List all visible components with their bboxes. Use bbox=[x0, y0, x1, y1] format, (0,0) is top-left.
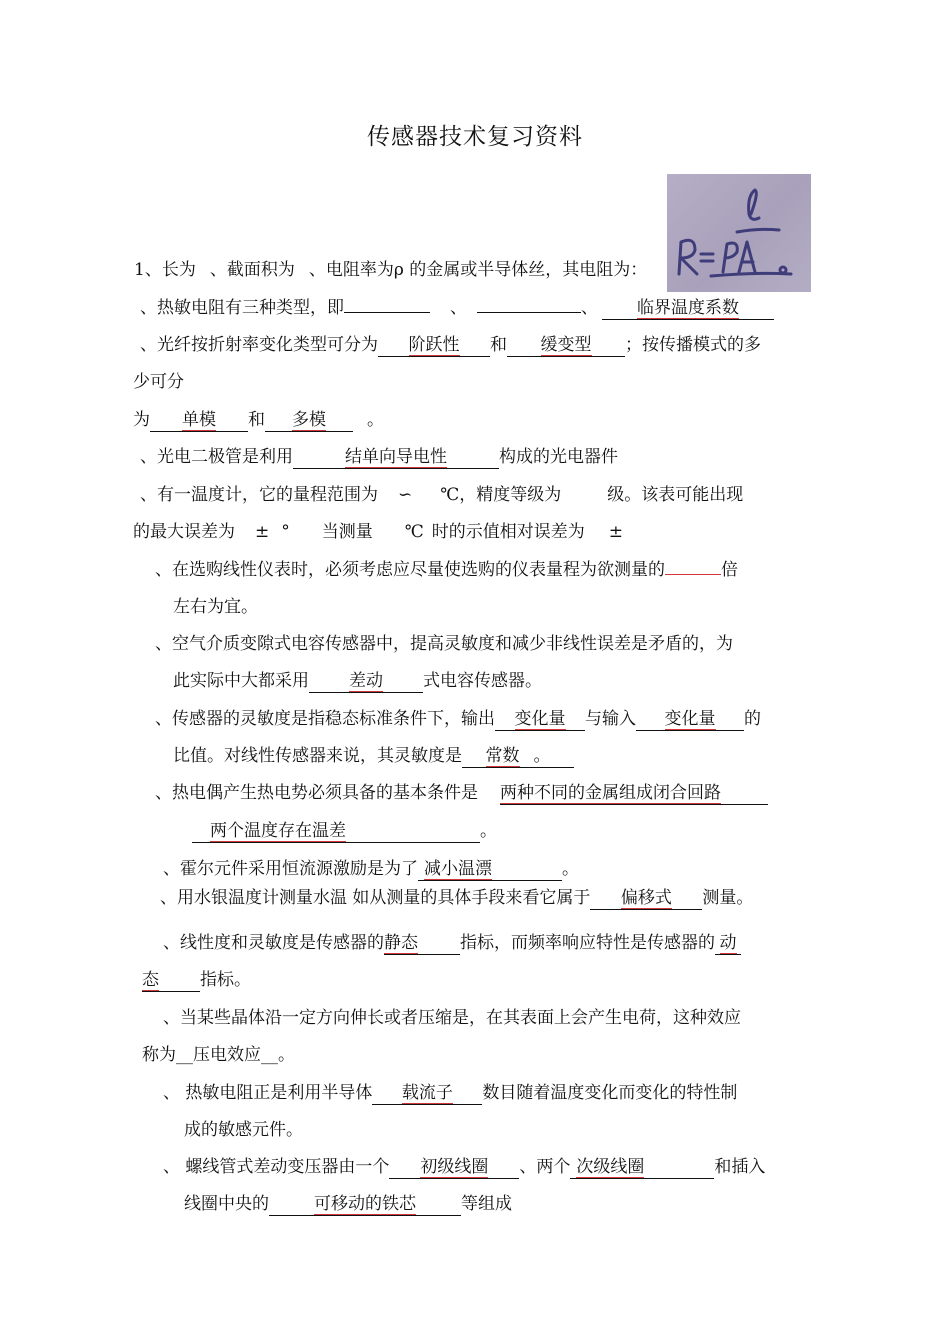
answer-blank[interactable]: 单模 bbox=[150, 409, 248, 432]
question-14-line-2: 成的敏感元件。 bbox=[184, 1120, 303, 1140]
question-12-line-2: 态 指标。 bbox=[142, 970, 251, 990]
question-5: 、有一温度计，它的量程范围为 ∽ ℃，精度等级为 级。该表可能出现 bbox=[140, 485, 744, 505]
answer-blank[interactable]: 临界温度系数 bbox=[602, 297, 774, 320]
question-4: 、光电二极管是利用 结单向导电性 构成的光电器件 bbox=[140, 447, 618, 467]
answer-blank[interactable]: 静态 bbox=[384, 932, 460, 955]
question-9-line-2: 两个温度存在温差 。 bbox=[192, 819, 497, 843]
answer-blank[interactable]: 两个温度存在温差 bbox=[192, 820, 480, 843]
question-15: 、 螺线管式差动变压器由一个 初级线圈 、两个 次级线圈 和插入 bbox=[163, 1157, 766, 1177]
answer-blank[interactable]: 阶跃性 bbox=[378, 334, 490, 357]
answer-blank[interactable] bbox=[665, 574, 721, 575]
answer-blank[interactable]: 两种不同的金属组成闭合回路 bbox=[500, 782, 768, 805]
question-11: 、用水银温度计测量水温 如从测量的具体手段来看它属于 偏移式 测量。 bbox=[160, 888, 754, 908]
question-12: 、线性度和灵敏度是传感器的静态 指标，而频率响应特性是传感器的 动 bbox=[163, 931, 741, 955]
question-3-line-2: 少可分 bbox=[133, 372, 184, 392]
answer-blank[interactable]: 结单向导电性 bbox=[293, 446, 499, 469]
answer-blank[interactable] bbox=[477, 312, 581, 313]
answer-blank[interactable]: 多模 bbox=[265, 409, 353, 432]
question-3-line-3: 为 单模 和 多模 。 bbox=[133, 410, 384, 430]
question-13: 、当某些晶体沿一定方向伸长或者压缩是，在其表面上会产生电荷，这种效应 bbox=[163, 1008, 741, 1028]
answer-blank[interactable]: 减小温漂 bbox=[418, 858, 562, 881]
question-15-line-2: 线圈中央的 可移动的铁芯 等组成 bbox=[184, 1194, 512, 1214]
question-9: 、热电偶产生热电势必须具备的基本条件是 两种不同的金属组成闭合回路 bbox=[155, 781, 768, 805]
question-10: 、霍尔元件采用恒流源激励是为了 减小温漂 。 bbox=[163, 859, 579, 879]
answer-blank[interactable]: 可移动的铁芯 bbox=[269, 1193, 461, 1216]
answer-blank[interactable]: 差动 bbox=[309, 670, 423, 693]
question-2: 、热敏电阻有三种类型，即 、 、 临界温度系数 bbox=[140, 296, 774, 320]
answer-blank[interactable]: 缓变型 bbox=[507, 334, 625, 357]
question-8-line-2: 比值。对线性传感器来说，其灵敏度是 常数 。 bbox=[173, 744, 574, 768]
question-5-line-2: 的最大误差为 ± ° 当测量 ℃ 时的示值相对误差为 ± bbox=[133, 522, 624, 542]
question-3: 、光纤按折射率变化类型可分为 阶跃性 和 缓变型 ；按传播模式的多 bbox=[140, 335, 761, 355]
question-6: 、在选购线性仪表时，必须考虑应尽量使选购的仪表量程为欲测量的 倍 bbox=[155, 560, 738, 580]
answer-blank[interactable]: 变化量 bbox=[636, 708, 744, 731]
question-8: 、传感器的灵敏度是指稳态标准条件下，输出 变化量 与输入 变化量 的 bbox=[155, 709, 761, 729]
page-title: 传感器技术复习资料 bbox=[367, 124, 583, 150]
answer-blank[interactable] bbox=[344, 312, 430, 313]
question-1: 1、长为 、截面积为 、电阻率为ρ 的金属或半导体丝，其电阻为： bbox=[134, 260, 648, 280]
question-14: 、 热敏电阻正是利用半导体 载流子 数目随着温度变化而变化的特性制 bbox=[163, 1083, 738, 1103]
question-7-line-2: 此实际中大都采用 差动 式电容传感器。 bbox=[173, 671, 542, 691]
question-7: 、空气介质变隙式电容传感器中，提高灵敏度和减少非线性误差是矛盾的，为 bbox=[155, 634, 733, 654]
resistance-formula-image bbox=[667, 174, 811, 292]
answer-blank[interactable]: 变化量 bbox=[495, 708, 585, 731]
answer-blank[interactable]: 载流子 bbox=[372, 1082, 482, 1105]
answer-blank[interactable]: 态 bbox=[142, 969, 200, 992]
answer-blank[interactable]: 次级线圈 bbox=[570, 1156, 714, 1179]
answer-blank[interactable]: 偏移式 bbox=[590, 887, 702, 910]
answer-blank[interactable]: 初级线圈 bbox=[389, 1156, 519, 1179]
question-13-line-2: 称为__压电效应__。 bbox=[142, 1045, 295, 1065]
answer-blank[interactable]: 常数 。 bbox=[462, 745, 574, 768]
question-6-line-2: 左右为宜。 bbox=[173, 597, 258, 617]
answer-blank[interactable]: 动 bbox=[715, 932, 741, 955]
